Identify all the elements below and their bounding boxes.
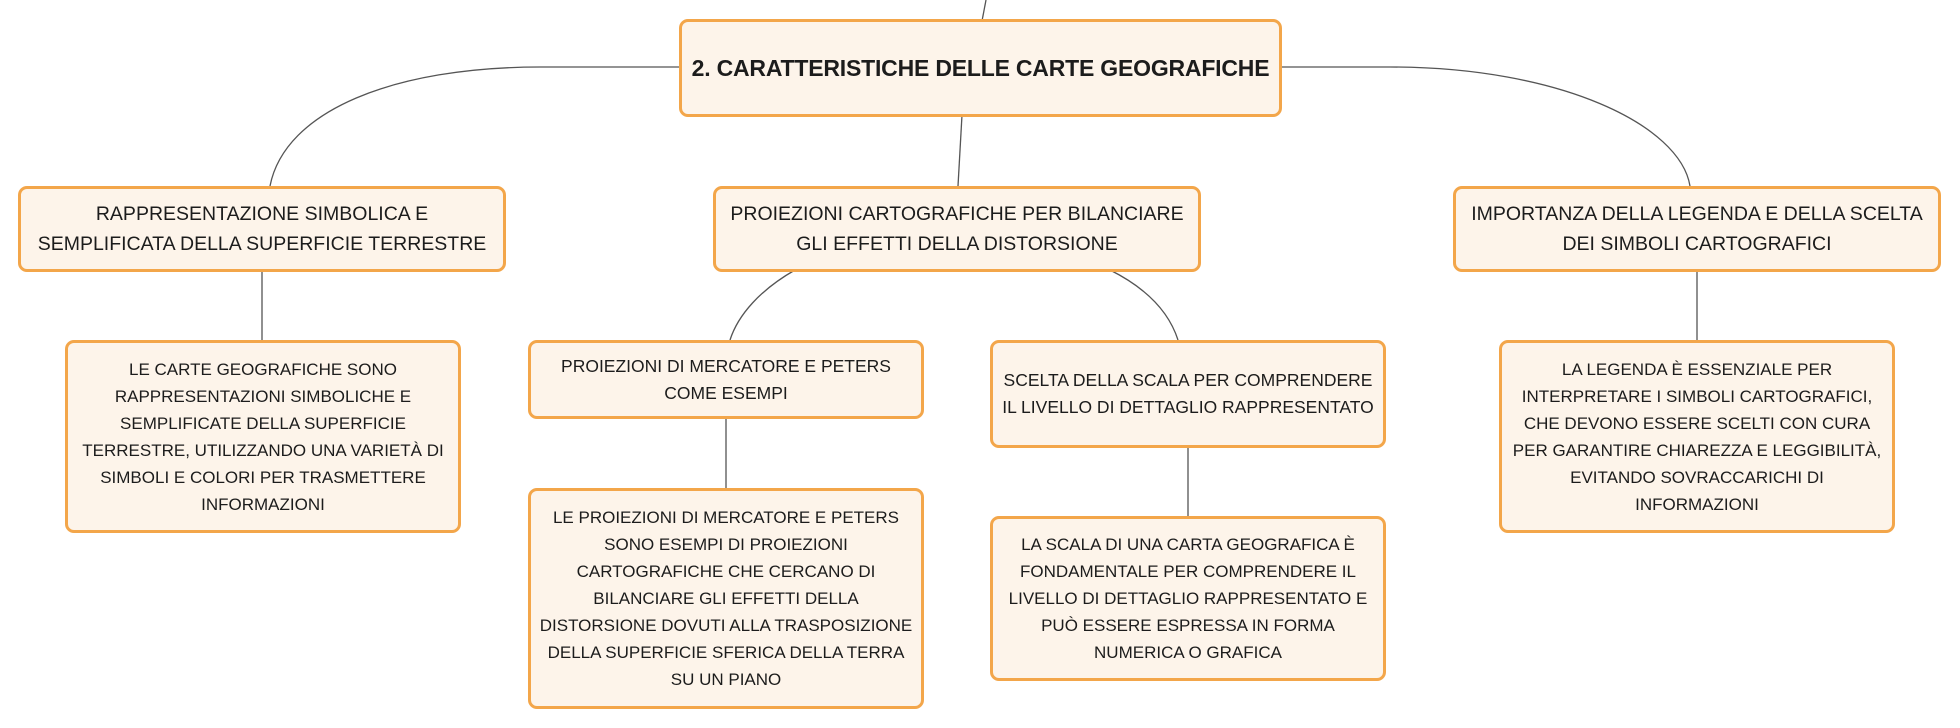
root-topic[interactable] — [679, 19, 1282, 117]
connector-center-to-scala — [1110, 270, 1178, 340]
detail-rappresentazioni-simboliche[interactable] — [65, 340, 461, 533]
connector-incoming-root — [982, 0, 986, 21]
root-topic-label: 2. CARATTERISTICHE DELLE CARTE GEOGRAFICHE — [691, 54, 1270, 81]
subtopic-scelta-scala[interactable] — [990, 340, 1386, 448]
detail-scala-text: LA SCALA DI UNA CARTA GEOGRAFICA È FONDAMENTALE PER COMPRENDERE IL LIVELLO DI DETTAGLIO RAPPRESENTATO E PUÒ ESSERE ESPRESSA IN FORMA NUMERICA O GRAFICA — [1008, 535, 1368, 662]
connector-root-to-right — [1281, 67, 1690, 186]
detail-mercatore-peters[interactable] — [528, 488, 924, 709]
subtopic-mercatore-peters[interactable] — [528, 340, 924, 419]
topic-proiezioni-cartografiche-label: PROIEZIONI CARTOGRAFICHE PER BILANCIARE GLI EFFETTI DELLA DISTORSIONE — [730, 203, 1184, 255]
detail-rappresentazioni-simboliche-text: LE CARTE GEOGRAFICHE SONO RAPPRESENTAZIONI SIMBOLICHE E SEMPLIFICATE DELLA SUPERFICIE TERRESTRE, UTILIZZANDO UNA VARIETÀ DI SIMBOLI E COLORI PER TRASMETTERE INFORMAZIONI — [82, 359, 444, 514]
topic-importanza-legenda[interactable] — [1453, 186, 1941, 272]
detail-legenda[interactable] — [1499, 340, 1895, 533]
detail-legenda-text: LA LEGENDA È ESSENZIALE PER INTERPRETARE I SIMBOLI CARTOGRAFICI, CHE DEVONO ESSERE SCELTI CON CURA PER GARANTIRE CHIAREZZA E LEGGIBILITÀ, EVITANDO SOVRACCARICHI DI INFORMAZIONI — [1512, 359, 1882, 514]
detail-scala[interactable] — [990, 516, 1386, 681]
connector-root-to-left — [270, 67, 679, 186]
detail-mercatore-peters-text: LE PROIEZIONI DI MERCATORE E PETERS SONO ESEMPI DI PROIEZIONI CARTOGRAFICHE CHE CERCANO DI BILANCIARE GLI EFFETTI DELLA DISTORSIONE DOVUTI ALLA TRASPOSIZIONE DELLA SUPERFICIE SFERICA DELLA TERRA SU UN PIANO — [539, 508, 913, 689]
connector-center-to-mercatore — [730, 270, 795, 340]
topic-importanza-legenda-label: IMPORTANZA DELLA LEGENDA E DELLA SCELTA DEI SIMBOLI CARTOGRAFICI — [1471, 203, 1923, 255]
topic-rappresentazione-simbolica-label: RAPPRESENTAZIONE SIMBOLICA E SEMPLIFICATA DELLA SUPERFICIE TERRESTRE — [37, 203, 487, 255]
topic-proiezioni-cartografiche[interactable] — [713, 186, 1201, 272]
topic-rappresentazione-simbolica[interactable] — [18, 186, 506, 272]
subtopic-mercatore-peters-label: PROIEZIONI DI MERCATORE E PETERS COME ESEMPI — [561, 355, 891, 403]
subtopic-scelta-scala-label: SCELTA DELLA SCALA PER COMPRENDERE IL LIVELLO DI DETTAGLIO RAPPRESENTATO — [1002, 370, 1374, 417]
connector-root-to-center — [958, 115, 962, 186]
